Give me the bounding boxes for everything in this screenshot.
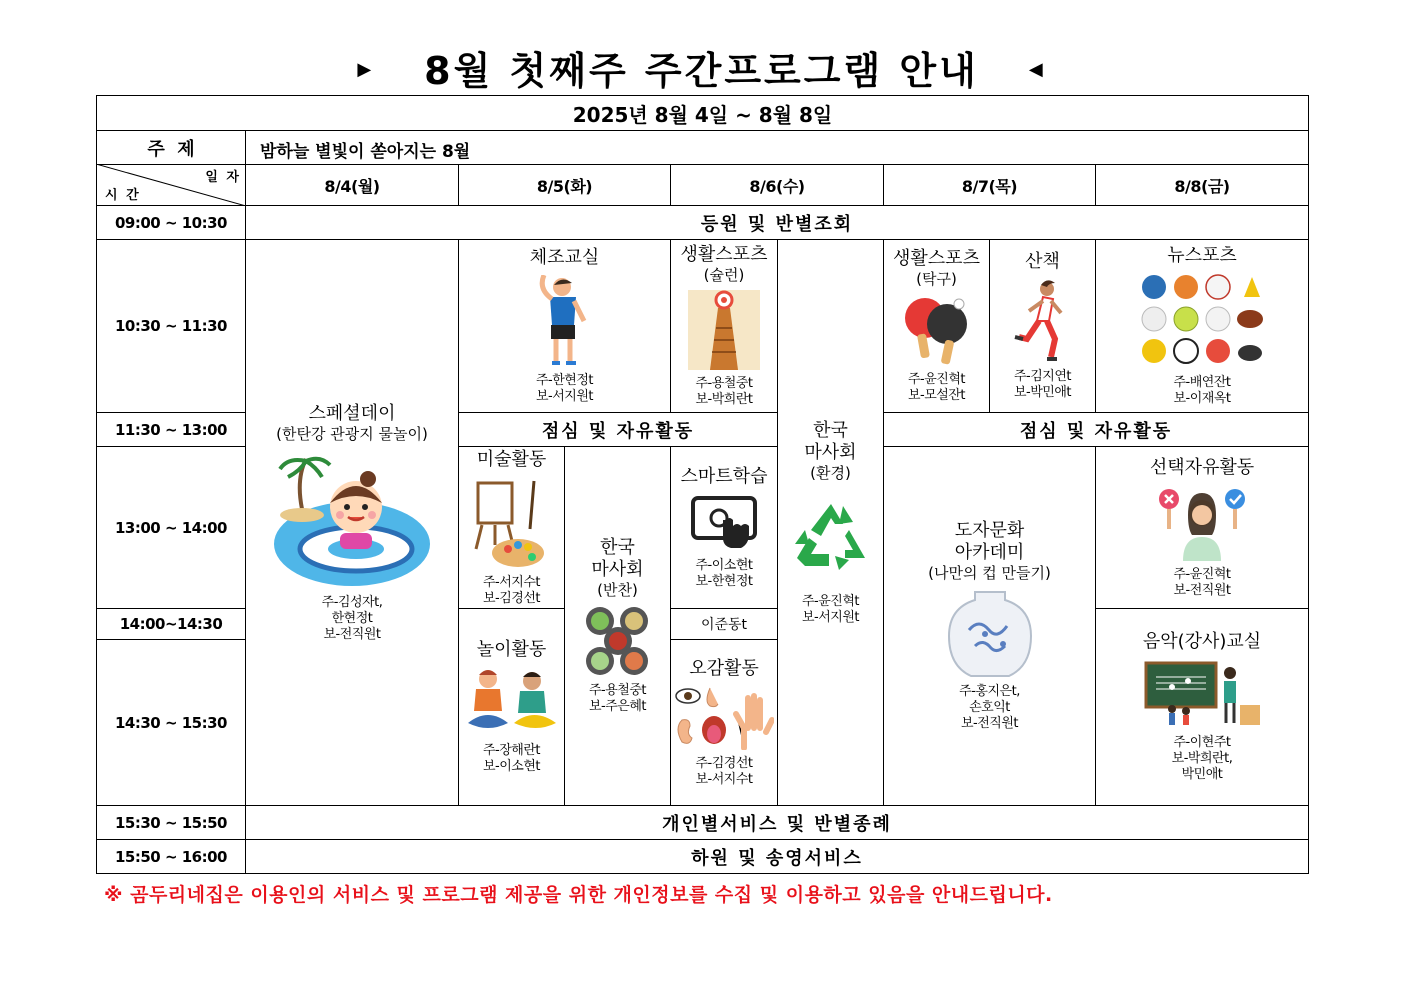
band-leave: 하원 및 송영서비스 <box>245 839 1309 874</box>
recycle-icon <box>791 500 871 576</box>
day-thu: 8/7(목) <box>883 164 1096 206</box>
swimming-girl-icon <box>272 449 432 589</box>
date-label: 일 자 <box>205 170 241 185</box>
day-mon: 8/4(월) <box>245 164 459 206</box>
band-lunch-thu-fri: 점심 및 자유활동 <box>883 412 1309 447</box>
program-free-choice: 선택자유활동 주-윤진혁t 보-전직원t <box>1095 446 1309 609</box>
band-morning: 등원 및 반별조회 <box>245 205 1309 240</box>
program-pingpong: 생활스포츠 (탁구) 주-윤진혁t 보-모설잔t <box>883 239 990 413</box>
band-service: 개인별서비스 및 반별종례 <box>245 805 1309 840</box>
program-walk: 산책 주-김지연t 보-박민애t <box>989 239 1096 413</box>
triangle-right-icon: ▶ <box>357 59 375 80</box>
date-range: 2025년 8월 4일 ~ 8월 8일 <box>96 95 1309 131</box>
program-pottery: 도자문화 아카데미 (나만의 컵 만들기) 주-홍지은t, 손호익t 보-전직원t <box>883 446 1096 806</box>
program-massage-food: 한국 마사회 (반찬) 주-용철중t 보-주은혜t <box>564 446 671 806</box>
program-special-day: 스페셜데이 (한탄강 관광지 물놀이) 주-김성자t, 한현정t 보-전직원t <box>245 239 459 806</box>
program-newsports: 뉴스포츠 주-배연잔t 보-이재옥t <box>1095 239 1309 413</box>
band-lunch-tue-wed: 점심 및 자유활동 <box>458 412 778 447</box>
program-smart-extra: 이준동t <box>670 608 778 640</box>
day-tue: 8/5(화) <box>458 164 671 206</box>
kids-playing-icon <box>464 667 560 737</box>
time-slot: 10:30 ~ 11:30 <box>96 239 246 413</box>
time-slot: 09:00 ~ 10:30 <box>96 205 246 240</box>
page-title: ▶ 8월 첫째주 주간프로그램 안내 ◀ <box>357 49 1046 93</box>
time-slot: 15:50 ~ 16:00 <box>96 839 246 874</box>
program-gym: 체조교실 주-한현정t 보-서지원t <box>458 239 671 413</box>
music-class-icon <box>1142 659 1262 729</box>
time-label: 시 간 <box>105 188 141 203</box>
program-play: 놀이활동 주-장해란t 보-이소현t <box>458 608 565 806</box>
side-dishes-icon <box>582 605 654 677</box>
vase-icon <box>945 588 1035 678</box>
program-music: 음악(강사)교실 주-이현주t 보-박희란t, 박민애t <box>1095 608 1309 806</box>
time-slot: 15:30 ~ 15:50 <box>96 805 246 840</box>
theme-value: 밤하늘 별빛이 쏟아지는 8월 <box>245 130 1309 165</box>
time-slot: 14:00~14:30 <box>96 608 246 640</box>
day-fri: 8/8(금) <box>1095 164 1309 206</box>
choice-woman-icon <box>1157 485 1247 561</box>
theme-label: 주 제 <box>96 130 246 165</box>
program-senses: 오감활동 주-김경선t 보-서지수t <box>670 639 778 806</box>
ping-pong-icon <box>901 294 973 366</box>
time-slot: 11:30 ~ 13:00 <box>96 412 246 447</box>
time-slot: 14:30 ~ 15:30 <box>96 639 246 806</box>
privacy-notice: ※ 곰두리네집은 이용인의 서비스 및 프로그램 제공을 위한 개인정보를 수집 및 이용하고 있음을 안내드립니다. <box>104 884 1053 906</box>
stretching-man-icon <box>530 275 600 367</box>
runner-icon <box>1013 279 1073 363</box>
time-slot: 13:00 ~ 14:00 <box>96 446 246 609</box>
program-shuffleboard: 생활스포츠 (슐런) 주-용철중t 보-박희란t <box>670 239 778 413</box>
day-wed: 8/6(수) <box>670 164 884 206</box>
program-massage-env: 한국 마사회 (환경) 주-윤진혁t 보-서지원t <box>777 239 884 806</box>
sports-balls-icon <box>1140 273 1264 369</box>
triangle-left-icon: ◀ <box>1028 59 1046 80</box>
shuffleboard-icon <box>688 290 760 370</box>
easel-palette-icon <box>472 477 552 569</box>
program-smart-learning: 스마트학습 주-이소현t 보-한현정t <box>670 446 778 609</box>
program-art: 미술활동 주-서지수t 보-김경선t <box>458 446 565 609</box>
corner-header <box>96 164 246 206</box>
tablet-touch-icon <box>689 494 759 552</box>
five-senses-icon <box>674 686 774 750</box>
